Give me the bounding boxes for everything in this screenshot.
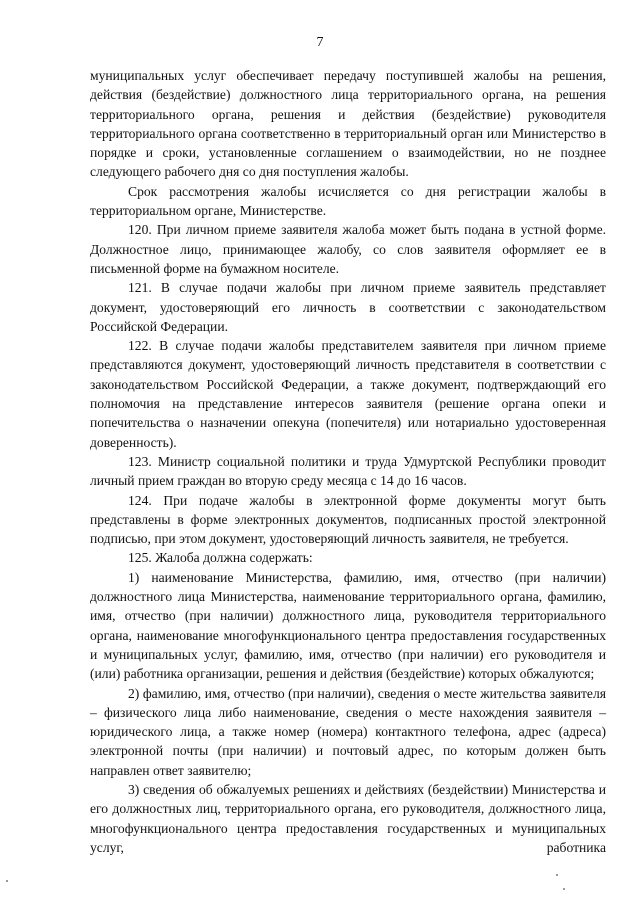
scan-speck	[556, 874, 558, 876]
paragraph-review-period: Срок рассмотрения жалобы исчисляется со дня регистрации жалобы в территориальном органе, Министерстве.	[90, 183, 606, 219]
paragraph-continuation: муниципальных услуг обеспечивает передачу поступившей жалобы на решения, действия (бездействие) должностного лица территориального органа, на решения территориального органа, решения и действия (бездействие) руководителя территориального органа соответственно в территориальный орган или Министерство в порядке и сроки, установленные соглашением о взаимодействии, но не позднее следующего рабочего дня со дня поступления жалобы.	[90, 68, 606, 180]
paragraph-120: 120. При личном приеме заявителя жалоба может быть подана в устной форме. Должностное лицо, принимающее жалобу, со слов заявителя оформляет ее в письменной форме на бумажном носителе.	[90, 222, 606, 276]
paragraph-124: 124. При подаче жалобы в электронной форме документы могут быть представлены в форме электронных документов, подписанных простой электронной подписью, при этом документ, удостоверяющий личность заявителя, не требуется.	[90, 492, 606, 547]
paragraph-123: 123. Министр социальной политики и труда Удмуртской Республики проводит личный прием граждан во вторую среду месяца с 14 до 16 часов.	[90, 453, 606, 489]
page-number: 7	[316, 35, 324, 50]
page-body	[90, 66, 606, 857]
paragraph-122: 122. В случае подачи жалобы представителем заявителя при личном приеме представляются документ, удостоверяющий личность представителя в соответствии с законодательством Российской Федерации, а также документ, подтверждающий его полномочия на представление интересов заявителя (решение органа опеки и попечительства о назначении опекуна (попечителя) или нотариально удостоверенная доверенность).	[90, 338, 606, 450]
scan-speck	[6, 880, 8, 882]
scan-speck	[563, 888, 565, 890]
paragraph-121: 121. В случае подачи жалобы при личном приеме заявитель представляет документ, удостоверяющий его личность в соответствии с законодательством Российской Федерации.	[90, 280, 606, 334]
list-item-2: 2) фамилию, имя, отчество (при наличии), сведения о месте жительства заявителя – физического лица либо наименование, сведения о месте нахождения заявителя – юридического лица, а также номер (номера) контактного телефона, адрес (адреса) электронной почты (при наличии) и почтовый адрес, по которым должен быть направлен ответ заявителю;	[90, 685, 606, 778]
list-item-3: 3) сведения об обжалуемых решениях и действиях (бездействии) Министерства и его должностных лиц, территориального органа, его руководителя, должностного лица, многофункционального центра предоставления государственных и муниципальных услуг, работника	[90, 781, 606, 855]
paragraph-125: 125. Жалоба должна содержать:	[128, 550, 313, 566]
list-item-1: 1) наименование Министерства, фамилию, имя, отчество (при наличии) должностного лица Министерства, наименование территориального органа, фамилию, имя, отчество (при наличии) должностного лица, руководителя территориального органа, наименование многофункционального центра предоставления государственных и муниципальных услуг, фамилию, имя, отчество (при наличии) его руководителя и (или) работника организации, решения и действия (бездействие) которых обжалуются;	[90, 569, 606, 682]
